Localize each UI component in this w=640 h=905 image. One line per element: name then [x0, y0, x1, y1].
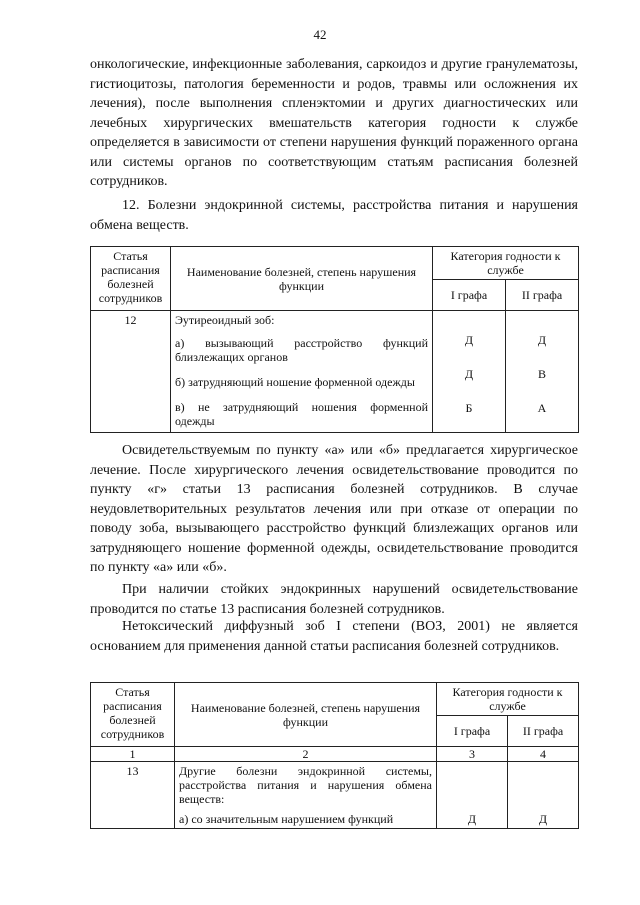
table-cell-diseases: [171, 311, 433, 433]
header-column-2: II графа: [506, 280, 579, 311]
table-cell-diseases: [175, 762, 437, 829]
header-category: Категория годности к службе: [433, 247, 579, 280]
table-article-13: [90, 682, 579, 829]
category-value: Д: [464, 333, 474, 347]
table-row: а) вызывающий расстройство функций близлежащих органов: [175, 336, 428, 364]
category-value: Д: [537, 333, 547, 347]
table-row: в) не затрудняющий ношения форменной одежды: [175, 400, 428, 428]
header-article: Статья расписания болезней сотрудников: [91, 247, 171, 311]
header-column-2: II графа: [508, 716, 579, 747]
table-row: а) со значительным нарушением функций: [179, 812, 394, 826]
table-cell-col2: [506, 311, 579, 433]
section-heading: 12. Болезни эндокринной системы, расстройства питания и нарушения обмена веществ.: [90, 198, 578, 233]
header-disease-name: Наименование болезней, степень нарушения функции: [171, 247, 433, 311]
table-cell-col2: [508, 762, 579, 829]
article-number: 12: [91, 311, 171, 433]
paragraph-goiter: Нетоксический диффузный зоб I степени (ВОЗ, 2001) не является основанием для применения данной статьи расписания болезней сотрудников.: [90, 619, 578, 654]
category-value: Д: [464, 367, 474, 381]
disease-title: Другие болезни эндокринной системы, расстройства питания и нарушения обмена веществ:: [179, 764, 432, 806]
column-number: 2: [175, 747, 437, 762]
paragraph-surgery: Освидетельствуемым по пункту «а» или «б» предлагается хирургическое лечение. После хирургического лечения освидетельствование проводится по пункту «г» статьи 13 расписания болезней сотрудников. В случае неудовлетворительных результатов лечения или при отказе от операции по поводу зоба, вызывающего расстройство функций близлежащих органов или затрудняющего ношение форменной одежды, освидетельствование проводится по пункту «а» или «б».: [90, 443, 578, 575]
article-number: 13: [91, 762, 175, 829]
table-row: б) затрудняющий ношение форменной одежды: [175, 375, 415, 389]
header-column-1: I графа: [437, 716, 508, 747]
column-number: 1: [91, 747, 175, 762]
header-category: Категория годности к службе: [437, 683, 579, 716]
column-number: 3: [437, 747, 508, 762]
category-value: Б: [465, 401, 473, 415]
paragraph-continuation: онкологические, инфекционные заболевания, саркоидоз и другие гранулематозы, гистиоцитозы, патология беременности и родов, травмы или осложнения их лечения), после выполнения спленэктомии и других диагностических или лечебных хирургических вмешательств категория годности к службе определяется в зависимости от степени нарушения функций пораженного органа или системы органов по соответствующим статьям расписания болезней сотрудников.: [90, 57, 578, 189]
category-value: Д: [467, 812, 477, 826]
category-value: Д: [538, 812, 548, 826]
disease-title: Эутиреоидный зоб:: [175, 313, 275, 327]
page-number: 42: [313, 27, 327, 42]
header-column-1: I графа: [433, 280, 506, 311]
column-number: 4: [508, 747, 579, 762]
header-disease-name: Наименование болезней, степень нарушения функции: [175, 683, 437, 747]
table-cell-col1: [433, 311, 506, 433]
paragraph-endocrine: При наличии стойких эндокринных нарушений освидетельствование проводится по статье 13 расписания болезней сотрудников.: [90, 582, 578, 617]
category-value: А: [537, 401, 547, 415]
table-cell-col1: [437, 762, 508, 829]
category-value: В: [538, 367, 547, 381]
table-article-12: [90, 246, 579, 433]
header-article: Статья расписания болезней сотрудников: [91, 683, 175, 747]
